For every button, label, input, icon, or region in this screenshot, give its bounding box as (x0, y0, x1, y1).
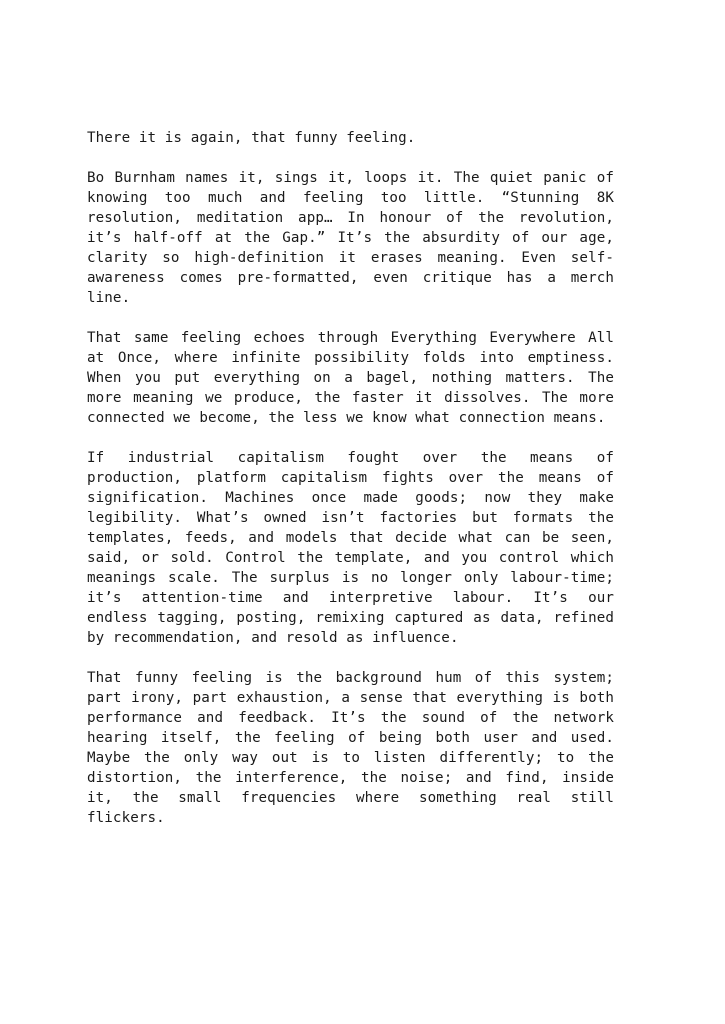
paragraph-opening: There it is again, that funny feeling. (87, 130, 416, 146)
paragraph-background-hum: That funny feeling is the background hum of this system; part irony, part exhaustion, a sense that everything is both performance and feedback. It’s the sound of the network hearing itself, the feeling of being both user and used. Maybe the only way out is to listen differently; to the distortion, the interference, the noise; and find, inside it, the small frequencies where something real still flickers. (87, 670, 614, 826)
essay-body (87, 128, 614, 848)
paragraph-bo-burnham: Bo Burnham names it, sings it, loops it. The quiet panic of knowing too much and feeling too little. “Stunning 8K resolution, meditation app… In honour of the revolution, it’s half-off at the Gap.” It’s the absurdity of our age, clarity so high-definition it erases meaning. Even self-awareness comes pre-formatted, even critique has a merch line. (87, 170, 614, 306)
paragraph-everything-everywhere: That same feeling echoes through Everything Everywhere All at Once, where infinite possibility folds into emptiness. When you put everything on a bagel, nothing matters. The more meaning we produce, the faster it dissolves. The more connected we become, the less we know what connection means. (87, 330, 614, 426)
paragraph-platform-capitalism: If industrial capitalism fought over the means of production, platform capitalism fights over the means of signification. Machines once made goods; now they make legibility. What’s owned isn’t factories but formats the templates, feeds, and models that decide what can be seen, said, or sold. Control the template, and you control which meanings scale. The surplus is no longer only labour-time; it’s attention-time and interpretive labour. It’s our endless tagging, posting, remixing captured as data, refined by recommendation, and resold as influence. (87, 450, 614, 646)
